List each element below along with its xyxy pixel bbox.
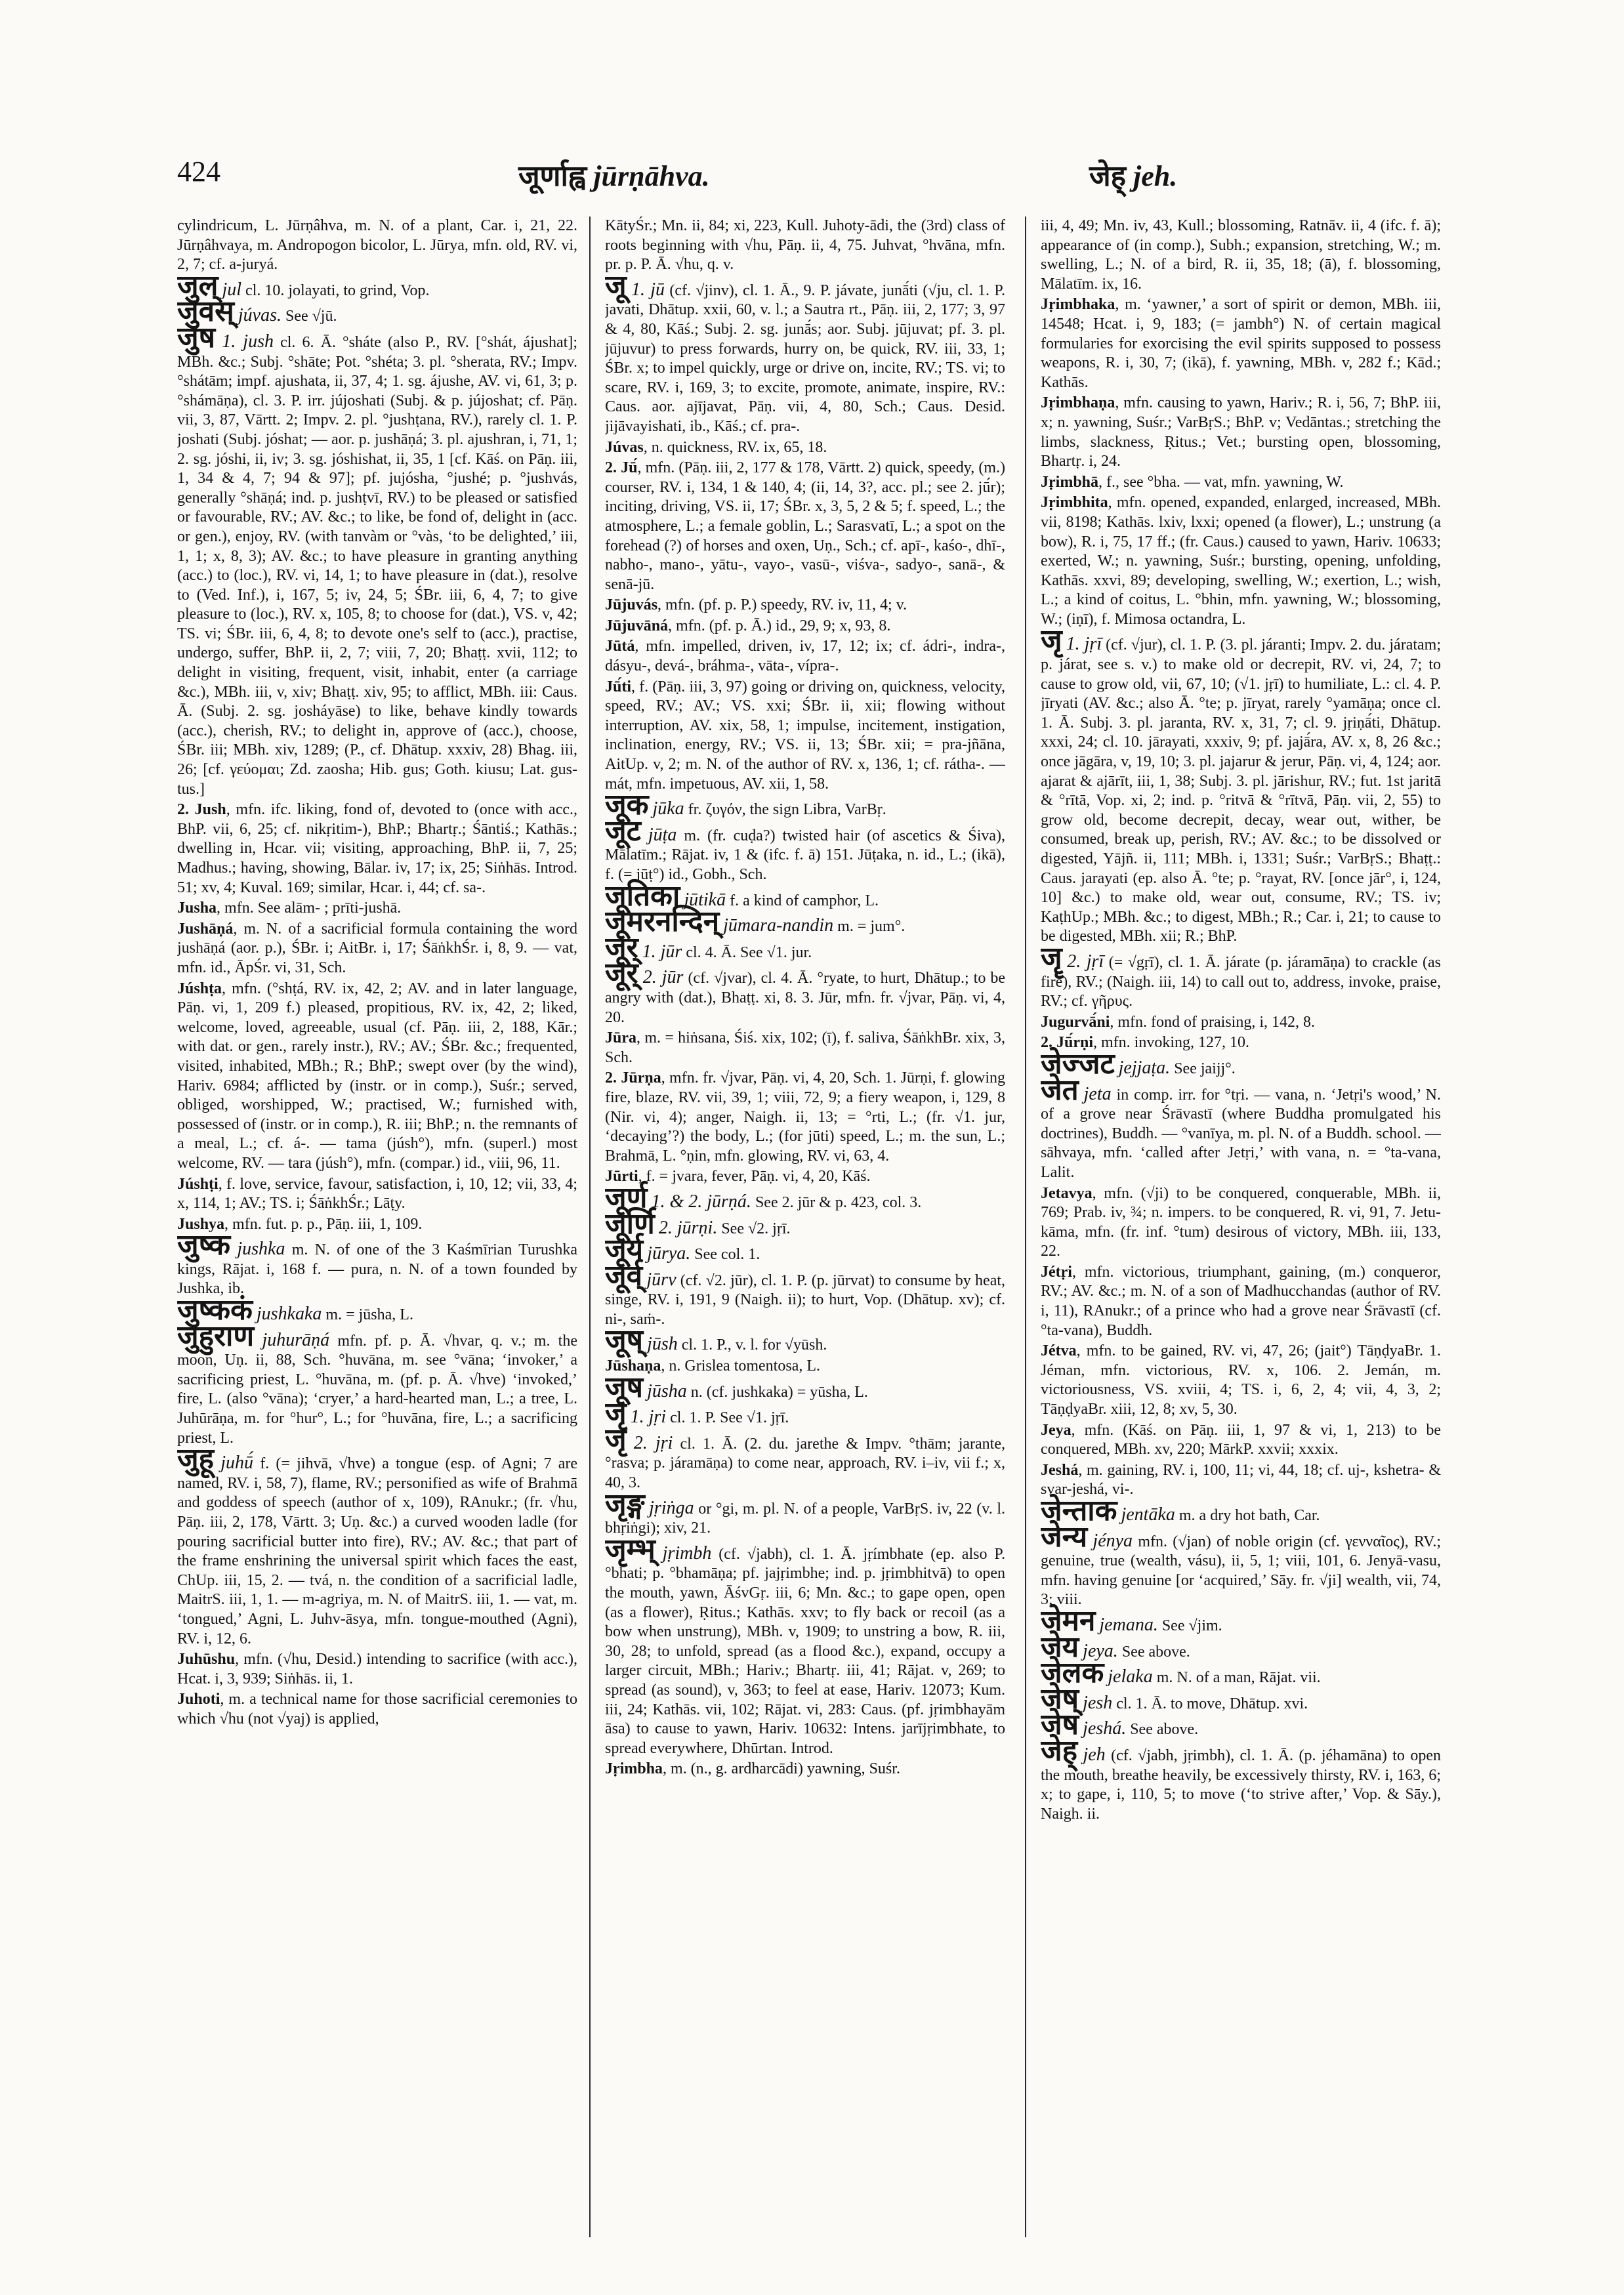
headword: Jṛimbhā xyxy=(1041,473,1099,491)
headword: 2. jṛī xyxy=(1067,951,1104,972)
dictionary-entry xyxy=(605,1487,1005,1539)
headword: Jétṛi xyxy=(1041,1263,1072,1281)
headword: 1. jū xyxy=(631,279,665,300)
dictionary-entry xyxy=(177,268,577,302)
headword-devanagari: जेज्जट xyxy=(1041,1046,1115,1081)
entry-definition: cl. 1. Ā. to move, Dhātup. xvi. xyxy=(1116,1695,1308,1712)
headword: juhurāṇá xyxy=(262,1329,330,1350)
right-head-roman: jeh. xyxy=(1133,160,1178,192)
headword: Jétva xyxy=(1041,1342,1077,1360)
headword-devanagari: जेलक xyxy=(1041,1656,1104,1690)
headword: jentāka xyxy=(1121,1504,1175,1525)
headword: 1. jūr xyxy=(642,941,682,962)
entry-definition: n. quickness, RV. ix, 65, 18. xyxy=(651,438,827,456)
entry-definition: m. (fr. cuḍa?) twisted hair (of ascetics & Śiva), Mālatīm.; Rājat. iv, 1 & (ifc. f. ā) 151. Jūṭaka, n. id., L.; (ikā), f. (= jūṭ°) id., Gobh., Sch. xyxy=(605,827,1005,883)
dictionary-entry xyxy=(605,268,1005,437)
headword: jūtikā xyxy=(684,889,726,910)
left-head-roman: jūrṇāhva. xyxy=(593,160,710,192)
dictionary-entry: 2. Jūrṇa, mfn. fr. √jvar, Pāṇ. vi, 4, 20, Sch. 1. Jūrṇi, f. glowing fire, blaze, RV. vii, 39, 1; viii, 72, 9; a fiery weapon, i, 129, 8 (Nir. vi, 4); anger, Naigh. ii, 13; = °rti, L.; (fr. √1. jur, ‘decaying’?) the body, L.; (for jūti) speed, L.; m. the sun, L.; Brahmā, L. °ṇin, mfn. glowing, RV. vi, 63, 4. xyxy=(605,1069,1005,1165)
dictionary-entry xyxy=(605,217,1005,275)
entry-definition: m. (n., g. ardharcādi) yawning, Suśr. xyxy=(671,1760,900,1778)
entry-definition: mfn. (√hu, Desid.) intending to sacrifice (with acc.), Hcat. i, 3, 939; Siṅhās. ii, 1. xyxy=(177,1651,577,1687)
headword: jemana. xyxy=(1099,1614,1158,1635)
entry-definition: m. = hiṅsana, Śiś. xix, 102; (ī), f. saliva, ŚāṅkhBr. xix, 3, Sch. xyxy=(605,1029,1005,1066)
entry-definition: n. (cf. jushkaka) = yūsha, L. xyxy=(690,1383,868,1401)
entry-definition: cl. 6. Ā. °sháte (also P., RV. [°shát, ájushat]; MBh. &c.; Subj. °shāte; Pot. °shéta; 3. pl. °sherata, RV.; Impv. °shátām; impf. ajushata, ii, 37, 4; 1. sg. ájushe, AV. vi, 61, 3; p. °shámāṇa), cl. 3. P. irr. jújoshati (Subj. & p. jújoshat; cf. Pāṇ. vii, 3, 87, Vārtt. 2; Impv. 2. pl. °jushṭana, RV.), rarely cl. 1. P. joshati (Subj. jóshat; — aor. p. jushāṇá; 3. pl. ajushran, i, 71, 1; 2. sg. jóshi, ii, iv; 3. sg. jóshishat, ii, 35, 1 [cf. Kāś. on Pāṇ. iii, 1, 34 & 4, 7; 94 & 97]; pf. jujósha, °jushé; p. °jushvás, generally °shāṇá; ind. p. jushṭvī, RV.) to be pleased or satisfied or favourable, RV.; AV. &c.; to like, be fond of, delight in (acc. or gen.), enjoy, RV. (with tanvàm or °vàs, ‘to be delighted,’ iii, 1, 1; x, 8, 3); AV. &c.; to have pleasure in granting anything (acc.) to (loc.), RV. vi, 14, 1; to have pleasure in (dat.), resolve to (Ved. Inf.), i, 167, 5; iv, 24, 5; ŚBr. iii, 6, 4, 7; to give pleasure to (loc.), RV. x, 105, 8; to choose for (dat.), VS. v, 42; TS. vi; ŚBr. iii, 6, 4, 8; to devote one's self to (acc.), practise, undergo, suffer, BhP. ii, 2, 7; viii, 7, 20; Bhaṭṭ. xvii, 112; to delight in visiting, frequent, visit, inhabit, enter (a carriage &c.), MBh. iii, v, xiv; Bhaṭṭ. xiv, 95; to afflict, MBh. iii: Caus. Ā. (Subj. 2. sg. josháyāse) to like, behave kindly towards (acc.), cherish, RV.; to delight in, approve of (acc.), choose, ŚBr. iii; MBh. xiv, 1289; (P., cf. Dhātup. xxxiv, 28) Bhag. iii, 26; [cf. γεύομαι; Zd. zaosha; Hib. gus; Goth. kiusu; Lat. gus-tus.] xyxy=(177,333,577,798)
entry-definition: mfn. pf. p. Ā. √hvar, q. v.; m. the moon, Uṇ. ii, 88, Sch. °huvāna, m. see °vāna; ‘invoker,’ a sacrificing priest, L. °huvāna, m. (pf. p. Ā. √hve) ‘invoked,’ fire, L. (also °vāna); ‘cryer,’ a hard-hearted man, L.; a tree, L. Juhūrāṇa, m. for °hur°, L.; for °huvāna, fire, L.; a sacrificing priest, L. xyxy=(177,1332,577,1447)
headword-devanagari: जूर्य xyxy=(605,1233,644,1267)
dictionary-entry xyxy=(1041,1708,1441,1742)
entry-definition: cl. 4. Ā. See √1. jur. xyxy=(686,943,812,961)
entry-definition: mfn. fond of praising, i, 142, 8. xyxy=(1117,1013,1316,1031)
headword: jūrv xyxy=(646,1269,677,1290)
entry-definition: (cf. √jvar), cl. 4. Ā. °ryate, to hurt, Dhātup.; to be angry with (dat.), Bhaṭṭ. xi, 8. 3. Jūr, mfn. fr. √jvar, Pāṇ. vi, 4, 20. xyxy=(605,970,1005,1026)
headword: Juhoti xyxy=(177,1691,220,1708)
entry-definition: (cf. √2. jūr), cl. 1. P. (p. jūrvat) to consume by heat, singe, RV. i, 191, 9 (Naigh. ii); to hurt, Vop. (Dhātup. xv); cf. ni-, saṁ-. xyxy=(605,1272,1005,1328)
dictionary-entry xyxy=(605,1396,1005,1430)
entry-definition: mfn. to be gained, RV. vi, 47, 26; (jait°) TāṇḍyaBr. 1. Jéman, mfn. victorious, RV. x, 106. 2. Jemán, m. victoriousness, VS. xviii, 4; TS. i, 6, 2, 4; vii, 4, 3, 2; TāṇḍyaBr. xiii, 12, 8; xv, 5, 30. xyxy=(1041,1342,1441,1418)
headword-devanagari: जुष्ककं xyxy=(177,1293,253,1327)
dictionary-entry: Jūshaṇa, n. Grislea tomentosa, L. xyxy=(605,1357,821,1375)
dictionary-entry: Jushya, mfn. fut. p. p., Pāṇ. iii, 1, 109. xyxy=(177,1215,423,1233)
headword-devanagari: जुष्क xyxy=(177,1228,231,1262)
entry-definition: mfn. (√ji) to be conquered, conquerable, MBh. ii, 769; Prab. iv, ¾; n. impers. to be conquered, R. vi, 91, 7. Jetu-kāma, mfn. (fr. inf. °tum) desirous of victory, MBh. iii, 133, 22. xyxy=(1041,1184,1441,1260)
headword: 2. Jū́rṇi xyxy=(1041,1034,1094,1052)
entry-definition: See col. 1. xyxy=(694,1246,760,1264)
headword-devanagari: जेय xyxy=(1041,1630,1079,1664)
entry-definition: cylindricum, L. Jūrṇâhva, m. N. of a plant, Car. i, 21, 22. Jūrṇâhvaya, m. Andropogon bicolor, L. Jūrya, mfn. old, RV. vi, 2, 7; cf. a-juryá. xyxy=(177,217,577,274)
column-1 xyxy=(177,217,577,2237)
dictionary-entry: Jétva, mfn. to be gained, RV. vi, 47, 26; (jait°) TāṇḍyaBr. 1. Jéman, mfn. victorious, RV. x, 106. 2. Jemán, m. victoriousness, VS. xviii, 4; TS. i, 6, 2, 4; vii, 4, 3, 2; TāṇḍyaBr. xiii, 12, 8; xv, 5, 30. xyxy=(1041,1342,1441,1418)
entry-definition: cl. 1. Ā. (2. du. jarethe & Impv. °thām; jarante, °rasva; p. járamāṇa) to come near, approach, RV. i–iv, vii f.; x, 40, 3. xyxy=(605,1435,1005,1492)
headword: Jetavya xyxy=(1041,1184,1093,1202)
dictionary-entry xyxy=(605,814,1005,885)
dictionary-entry xyxy=(1041,217,1441,294)
entry-definition: See jaijj°. xyxy=(1174,1060,1236,1077)
dictionary-entry xyxy=(605,1323,1005,1357)
entry-definition: m. gaining, RV. i, 100, 11; vi, 44, 18; cf. uj-, kshetra- & svar-jeshá, vi-. xyxy=(1041,1461,1441,1499)
headword: Jūtá xyxy=(605,638,635,655)
dictionary-entry xyxy=(177,1442,577,1649)
dictionary-entry: Júshṭi, f. love, service, favour, satisfaction, i, 10, 12; vii, 33, 4; x, 114, 1; AV.; TS. i; ŚāṅkhŚr.; Lāṭy. xyxy=(177,1175,577,1212)
column-divider xyxy=(1025,217,1026,2237)
headword-devanagari: जूर्ण xyxy=(605,1180,648,1214)
headword: Jṛimbhaṇa xyxy=(1041,394,1115,412)
dictionary-entry: Jṛimbhaka, m. ‘yawner,’ a sort of spirit or demon, MBh. iii, 14548; Hcat. i, 9, 183; (= jambh°) N. of certain magical formularies for exorcising the evil spirits supposed to possess weapons, R. i, 30, 7; (ikā), f. yawning, MBh. v, 282 f.; Kād.; Kathās. xyxy=(1041,296,1441,391)
headword-devanagari: जूर्णि xyxy=(605,1207,655,1241)
dictionary-entry xyxy=(177,1319,577,1449)
entry-definition: cl. 10. jolayati, to grind, Vop. xyxy=(245,281,430,299)
dictionary-entry: Juhūshu, mfn. (√hu, Desid.) intending to sacrifice (with acc.), Hcat. i, 3, 939; Siṅhās. ii, 1. xyxy=(177,1651,577,1687)
headword: jeshá. xyxy=(1083,1718,1127,1739)
headword-devanagari: जृ xyxy=(605,1422,627,1456)
entry-definition: m. = jum°. xyxy=(837,918,906,936)
dictionary-entry xyxy=(605,1370,1005,1404)
headword-devanagari: जेह् xyxy=(1041,1733,1078,1768)
dictionary-entry: Jétṛi, mfn. victorious, triumphant, gaining, (m.) conqueror, RV.; AV. &c.; m. N. of a son of Madhucchandas (author of RV. i, 11), RAnukr.; of a prince who had a grove near Śrāvastī (cf. °ta-vana), Buddh. xyxy=(1041,1263,1441,1339)
dictionary-entry xyxy=(1041,1733,1441,1824)
headword: Jṛimbhita xyxy=(1041,494,1108,512)
dictionary-entry: Jūjuvāná, mfn. (pf. p. Ā.) id., 29, 9; x, 93, 8. xyxy=(605,617,891,634)
headword: 2. Jū́ xyxy=(605,459,638,477)
headword-devanagari: जूतिका xyxy=(605,879,680,913)
headword: Jūjuvás xyxy=(605,596,658,614)
headword: jūmara-nandin xyxy=(723,915,834,936)
headword: Juhūshu xyxy=(177,1651,236,1668)
headword-devanagari: जृङ्ग xyxy=(605,1487,645,1521)
entry-definition: mfn. fut. p. p., Pāṇ. iii, 1, 109. xyxy=(232,1215,423,1233)
dictionary-entry: Jūrti, f. = jvara, fever, Pāṇ. vi, 4, 20, Kāś. xyxy=(605,1168,871,1186)
headword: jūrya. xyxy=(647,1243,691,1264)
dictionary-entry xyxy=(605,957,1005,1027)
headword: jṛimbh xyxy=(662,1542,712,1563)
headword: jejjaṭa. xyxy=(1118,1057,1171,1078)
entry-definition: m. a dry hot bath, Car. xyxy=(1178,1507,1320,1524)
dictionary-entry xyxy=(605,1233,1005,1267)
headword: jṛiṅga xyxy=(649,1497,694,1518)
headword: jūsha xyxy=(647,1380,687,1401)
entry-definition: m. N. of one of the 3 Kaśmīrian Turushka kings, Rājat. i, 168 f. — pura, n. N. of a town founded by Jushka, ib. xyxy=(177,1241,577,1298)
headword: Jūshaṇa xyxy=(605,1357,661,1375)
entry-definition: cl. 1. P. See √1. jṛī. xyxy=(670,1409,789,1427)
headword-devanagari: जुहू xyxy=(177,1442,215,1476)
entry-definition: f. a kind of camphor, L. xyxy=(730,892,879,909)
headword: 1. jush xyxy=(222,331,274,352)
headword: 1. jṛi xyxy=(630,1407,667,1428)
headword: 1. & 2. jūrṇá. xyxy=(651,1191,751,1212)
dictionary-entry xyxy=(1041,940,1441,1012)
headword: Jṛimbhaka xyxy=(1041,296,1115,314)
entry-definition: f. (Pāṇ. iii, 3, 97) going or driving on, quickness, velocity, speed, RV.; AV.; VS. xxi; ŚBr. ii, xii; flowing without interruption, AV. xix, 58, 1; impulse, incitement, instigation, inclination, energy, RV.; VS. ii, 13; ŚBr. xii; = pra-jñāna, AitUp. v, 2; m. N. of the author of RV. x, 136, 1; cf. rátha-. — mát, mfn. impetuous, AV. xii, 1, 58. xyxy=(605,678,1005,793)
entry-definition: See above. xyxy=(1130,1721,1199,1739)
dictionary-entry xyxy=(1041,1682,1441,1716)
headword: Júshṭi xyxy=(177,1175,219,1193)
headword: jul xyxy=(222,279,242,300)
column-2 xyxy=(605,217,1005,2237)
entry-definition: (cf. √jur), cl. 1. P. (3. pl. járanti; Impv. 2. du. járatam; p. járat, see s. v.) to make old or decrepit, RV. vi, 24, 7; to cause to grow old, vii, 67, 10; (√1. jṛī) to humiliate, L.: cl. 4. P. jīryati (AV. &c.; also Ā. °te; p. jīryat, rarely °yamāṇa; once cl. 1. Ā. Subj. 3. pl. jaranta, RV. x, 31, 7; cl. 9. jṛiṇā́ti, Dhātup. xxxi, 24; cl. 10. jārayati, xxxiv, 9; pf. jajā́ra, AV. x, 8, 26 &c.; once jāgāra, v, 19, 10; 3. pl. jajarur & jerur, Pāṇ. vi, 4, 124; aor. ajarat & ajārīt, iii, 1, 38; Subj. 3. pl. jārishur, RV.; fut. 1st jaritā & °rītā, Vop. xi, 2; ind. p. °ritvā & °rītvā, Pāṇ. vii, 2, 55) to grow old, become decrepit, decay, wear out, wither, be consumed, break up, perish, RV.; AV. &c.; to be dissolved or digested, Yājñ. ii, 111; MBh. i, 1331; Suśr.; VarBṛS.; Bhaṭṭ.: Caus. jarayati (ep. also Ā. °te; p. °rayat, RV. [once jār°, i, 124, 10] &c.) to make old, wear out, consume, RV.; TS. iv; KaṭhUp.; MBh. &c.; to digest, MBh.; R.; Car. i, 21; to cause to be digested, MBh. xii; R.; BhP. xyxy=(1041,636,1441,945)
headword: Jushāṇá xyxy=(177,920,234,938)
entry-definition: m. N. of a sacrificial formula containing the word jushāṇá (aor. p.), ŚBr. i; AitBr. i, 17; ŚāṅkhŚr. i, 8, 9. — vat, mfn. id., ĀpŚr. vi, 31, Sch. xyxy=(177,920,577,976)
entry-definition: m. = jūsha, L. xyxy=(325,1306,413,1324)
entry-definition: f. = jvara, fever, Pāṇ. vi, 4, 20, Kāś. xyxy=(646,1168,871,1186)
left-running-head xyxy=(518,155,710,194)
dictionary-entry: Júvas, n. quickness, RV. ix, 65, 18. xyxy=(605,438,827,456)
headword-devanagari: जृ xyxy=(1041,623,1062,657)
headword: júvas. xyxy=(238,305,281,326)
headword-devanagari: जूक xyxy=(605,788,649,822)
headword: 2. jūr xyxy=(642,967,684,988)
headword: Jū́ti xyxy=(605,678,632,695)
headword-devanagari: जेन्य xyxy=(1041,1520,1088,1554)
headword: Jūra xyxy=(605,1029,636,1047)
entry-definition: See √jim. xyxy=(1161,1617,1222,1634)
headword: Jusha xyxy=(177,899,217,917)
headword: juhū́ xyxy=(220,1453,253,1474)
dictionary-entry: Jūjuvás, mfn. (pf. p. P.) speedy, RV. iv, 11, 4; v. xyxy=(605,596,907,614)
dictionary-entry xyxy=(605,905,1005,939)
entry-definition: m. a technical name for those sacrificial ceremonies to which √hu (not √yaj) is applied, xyxy=(177,1691,577,1727)
entry-definition: iii, 4, 49; Mn. iv, 43, Kull.; blossoming, Ratnāv. ii, 4 (ifc. f. ā); appearance of (in comp.), Subh.; expansion, stretching, W.; m. swelling, L.; N. of a bird, R. ii, 35, 18; (ā), f. blossoming, Mālatīm. ix, 16. xyxy=(1041,217,1441,293)
entry-definition: mfn. ifc. liking, fond of, devoted to (once with acc., BhP. vii, 6, 25; cf. nikṛitim-), BhP.; Bhartṛ.; Śāntiś.; Kathās.; dwelling in, Hcar. vii; visiting, approaching, BhP. ii, 7, 25; Madhus.; having, showing, Bālar. iv, 17; ix, 25; Siṅhās. Introd. 51; xv, 4; Kuval. 169; similar, Hcar. i, 44; cf. sa-. xyxy=(177,801,577,896)
left-head-devanagari: जूर्णाह्व xyxy=(518,159,587,193)
entry-definition: mfn. impelled, driven, iv, 17, 12; ix; cf. ádri-, indra-, dásyu-, devá-, bráhma-, vāta-, vípra-. xyxy=(605,638,1005,675)
dictionary-entry: Jeshá, m. gaining, RV. i, 100, 11; vi, 44, 18; cf. uj-, kshetra- & svar-jeshá, vi-. xyxy=(1041,1461,1441,1499)
entry-definition: mfn. fr. √jvar, Pāṇ. vi, 4, 20, Sch. 1. Jūrṇi, f. glowing fire, blaze, RV. vii, 39, 1; viii, 72, 9; a fiery weapon, i, 129, 8 (Nir. vi, 4); anger, Naigh. ii, 13; = °rti, L.; (fr. √1. jur, ‘decaying’?) the body, L.; (for jūti) speed, L.; m. the sun, L.; Brahmā, L. °ṇin, mfn. glowing, RV. vi, 63, 4. xyxy=(605,1069,1005,1165)
entry-definition: mfn. causing to yawn, Hariv.; R. i, 56, 7; BhP. iii, x; n. yawning, Suśr.; VarBṛS.; BhP. v; Vedāntas.; stretching the limbs, slackness, Ṛitus.; Vet.; bursting open, blossoming, Bhartṛ. i, 24. xyxy=(1041,394,1441,470)
dictionary-entry: Jṛimbhā, f., see °bha. — vat, mfn. yawning, W. xyxy=(1041,473,1344,491)
entry-definition: f., see °bha. — vat, mfn. yawning, W. xyxy=(1106,473,1344,491)
dictionary-entry: Jusha, mfn. See alām- ; prīti-jushā. xyxy=(177,899,402,917)
headword-devanagari: जेष् xyxy=(1041,1682,1079,1716)
headword: 2. jūrṇi. xyxy=(658,1217,718,1238)
entry-definition: n. Grislea tomentosa, L. xyxy=(669,1357,821,1375)
dictionary-entry xyxy=(1041,623,1441,947)
entry-definition: mfn. See alām- ; prīti-jushā. xyxy=(224,899,402,917)
dictionary-entry xyxy=(1041,1656,1441,1690)
headword: jesh xyxy=(1083,1692,1113,1713)
entry-definition: KātyŚr.; Mn. ii, 84; xi, 223, Kull. Juhoty-ādi, the (3rd) class of roots beginning with √hu, Pāṇ. ii, 4, 75. Juhvat, °hvāna, mfn. pr. p. P. Ā. √hu, q. v. xyxy=(605,217,1005,274)
headword: jeh xyxy=(1083,1744,1106,1765)
page-header xyxy=(177,150,1463,196)
entry-definition: mfn. (√jan) of noble origin (cf. γενναῖος), RV.; genuine, true (wealth, vásu), ii, 5, 1; viii, 101, 6. Jenyā-vasu, mfn. having genuine [or ‘acquired,’ Sāy. fr. √ji] wealth, vii, 74, 3; viii. xyxy=(1041,1533,1441,1609)
entry-definition: mfn. opened, expanded, enlarged, increased, MBh. vii, 8198; Kathās. lxiv, lxxi; opened (a flower), L.; unstrung (a bow), R. i, 75, 17 ff.; (fr. Caus.) caused to yawn, Hariv. 10633; exerted, W.; n. yawning, Suśr.; bursting, opening, unfolding, Kathās. xxvi, 89; developing, swelling, W.; exertion, L.; wish, L.; a kind of coitus, L. °bhin, mfn. yawning, W.; blossoming, W.; (iṇī), f. Mimosa octandra, L. xyxy=(1041,494,1441,628)
dictionary-entry: 2. Jū́rṇi, mfn. invoking, 127, 10. xyxy=(1041,1034,1250,1052)
headword-devanagari: जूर् xyxy=(605,957,638,991)
headword: Jeya xyxy=(1041,1421,1072,1439)
entry-definition: mfn. (pf. p. P.) speedy, RV. iv, 11, 4; v. xyxy=(665,596,907,614)
headword-devanagari: जृ xyxy=(605,1396,627,1430)
entry-definition: (cf. √jabh), cl. 1. Ā. jṛímbhate (ep. also P. °bhati; p. °bhamāṇa; pf. jajṛimbhe; ind. p. jṛimbhitvā) to open the mouth, yawn, ĀśvGṛ. iii, 6; Mn. &c.; to gape open, open (as a flower), Ṛitus.; Kathās. xxv; to fly back or recoil (as a bow when unstrung), MBh. v, 1909; to unstring a bow, R. iii, 30, 28; to unfold, spread (as a flood &c.), expand, occupy a larger circuit, MBh.; Hariv.; Bhartṛ. iii, 41; Rājat. v, 269; to spread (as sound), v, 363; to feel at ease, Hariv. 12073; Kum. iii, 24; Kathās. vii, 102; Rājat. vi, 283: Caus. (pf. jṛimbhayām āsa) to cause to yawn, Hariv. 10632: Intens. jarījṛimbhate, to spread everywhere, Dhūrtan. Introd. xyxy=(605,1545,1005,1757)
dictionary-entry xyxy=(605,1258,1005,1330)
headword: 2. Jūrṇa xyxy=(605,1069,661,1087)
headword-devanagari: जॄ xyxy=(1041,940,1062,974)
dictionary-entry: Juhoti, m. a technical name for those sacrificial ceremonies to which √hu (not √yaj) is applied, xyxy=(177,1691,577,1727)
headword: Júshṭa xyxy=(177,980,222,997)
right-running-head xyxy=(1089,155,1177,194)
entry-definition: mfn. (Pāṇ. iii, 2, 177 & 178, Vārtt. 2) quick, speedy, (m.) courser, RV. i, 134, 1 & 140, 4; (ii, 14, 3?, acc. pl.; see 2. jū́r); inciting, driving, VS. ii, 17; ŚBr. x, 3, 5, 2 & 5; f. speed, L.; the atmosphere, L.; a female goblin, L.; Sarasvatī, L.; a spot on the forehead (?) of horses and oxen, Uṇ., Sch.; cf. apī-, kaśo-, dhī-, nabho-, mano-, yātu-, vayo-, vasū-, viśva-, sadyo-, sanā-, & senā-jū. xyxy=(605,459,1005,593)
headword: Jṛimbha xyxy=(605,1760,663,1778)
entry-definition: f. (= jihvā, √hve) a tongue (esp. of Agni; 7 are named, RV. i, 58, 7), flame, RV.; personified as wife of Brahmā and goddess of speech (author of x, 109), RAnukr.; (fr. √hu, Pāṇ. iii, 2, 178, Vārtt. 3; Uṇ. &c.) a curved wooden ladle (for pouring sacrificial butter into fire), RV.; AV. &c.; that part of the frame enshrining the universal spirit which faces the east, ChUp. iii, 15, 2. — tvá, n. the condition of a sacrificial ladle, MaitrS. iii, 1, 1. — m-agriya, m. N. of MaitrS. iii, 1. — vat, m. ‘tongued,’ Agni, L. Juhv-āsya, mfn. tongue-mouthed (Agni), RV. i, 12, 6. xyxy=(177,1455,577,1647)
dictionary-entry xyxy=(177,217,577,275)
entry-definition: cl. 1. P., v. l. for √yūsh. xyxy=(681,1336,827,1354)
dictionary-entry: Jṛimbha, m. (n., g. ardharcādi) yawning, Suśr. xyxy=(605,1760,900,1778)
headword: jushkaka xyxy=(256,1304,322,1325)
entry-definition: See √jū. xyxy=(285,308,337,325)
dictionary-entry: Jūra, m. = hiṅsana, Śiś. xix, 102; (ī), f. saliva, ŚāṅkhBr. xix, 3, Sch. xyxy=(605,1029,1005,1066)
dictionary-entry xyxy=(1041,1073,1441,1183)
dictionary-entry: 2. Jū́, mfn. (Pāṇ. iii, 2, 177 & 178, Vārtt. 2) quick, speedy, (m.) courser, RV. i, 134, 1 & 140, 4; (ii, 14, 3?, acc. pl.; see 2. jū́r); inciting, driving, VS. ii, 17; ŚBr. x, 3, 5, 2 & 5; f. speed, L.; the atmosphere, L.; a female goblin, L.; Sarasvatī, L.; a spot on the forehead (?) of horses and oxen, Uṇ., Sch.; cf. apī-, kaśo-, dhī-, nabho-, mano-, yātu-, vayo-, vasū-, viśva-, sadyo-, sanā-, & senā-jū. xyxy=(605,459,1005,593)
dictionary-entry xyxy=(1041,1520,1441,1610)
headword: jūṭa xyxy=(648,824,677,845)
headword-devanagari: जुवस् xyxy=(177,295,234,329)
entry-definition: See √2. jṛī. xyxy=(721,1220,791,1237)
entry-definition: mfn. (pf. p. Ā.) id., 29, 9; x, 93, 8. xyxy=(676,617,891,634)
headword-devanagari: जू xyxy=(605,268,627,302)
page-number: 424 xyxy=(177,155,220,188)
headword: jeya. xyxy=(1083,1640,1118,1661)
dictionary-entry xyxy=(1041,1603,1441,1638)
entry-definition: f. love, service, favour, satisfaction, i, 10, 12; vii, 33, 4; x, 114, 1; AV.; TS. i; ŚāṅkhŚr.; Lāṭy. xyxy=(177,1175,577,1212)
headword: Jugurvā́ni xyxy=(1041,1013,1110,1031)
dictionary-entry: Jṛimbhaṇa, mfn. causing to yawn, Hariv.; R. i, 56, 7; BhP. iii, x; n. yawning, Suśr.; VarBṛS.; BhP. v; Vedāntas.; stretching the limbs, slackness, Ṛitus.; Vet.; bursting open, blossoming, Bhartṛ. i, 24. xyxy=(1041,394,1441,470)
headword: jeta xyxy=(1083,1083,1112,1104)
dictionary-entry xyxy=(1041,1046,1441,1081)
dictionary-entry xyxy=(605,1180,1005,1214)
dictionary-entry: Jushāṇá, m. N. of a sacrificial formula containing the word jushāṇá (aor. p.), ŚBr. i; AitBr. i, 17; ŚāṅkhŚr. i, 8, 9. — vat, mfn. id., ĀpŚr. vi, 31, Sch. xyxy=(177,920,577,976)
column-divider xyxy=(589,217,591,2237)
dictionary-entry xyxy=(605,930,1005,964)
dictionary-entry xyxy=(605,1532,1005,1759)
dictionary-entry xyxy=(177,1228,577,1299)
entry-definition: See above. xyxy=(1121,1643,1190,1661)
column-3 xyxy=(1041,217,1441,2237)
dictionary-entry xyxy=(1041,1494,1441,1527)
headword-devanagari: जूष् xyxy=(605,1323,644,1357)
headword: 2. Jush xyxy=(177,801,226,819)
headword: Júvas xyxy=(605,438,644,456)
entry-definition: mfn. victorious, triumphant, gaining, (m.) conqueror, RV.; AV. &c.; m. N. of a son of Madhucchandas (author of RV. i, 11), RAnukr.; of a prince who had a grove near Śrāvastī (cf. °ta-vana), Buddh. xyxy=(1041,1263,1441,1339)
entry-definition: in comp. irr. for °tṛi. — vana, n. ‘Jetṛi's wood,’ N. of a grove near Śrāvastī (where Buddha promulgated his doctrines), Buddh. — °vanīya, m. pl. N. of a Buddh. school. — sāhvaya, mfn. ‘called after Jetṛi,’ with vana, n. = °ta-vana, Lalit. xyxy=(1041,1086,1441,1181)
dictionary-entry xyxy=(177,295,577,329)
headword: jushka xyxy=(237,1239,285,1260)
headword: jūsh xyxy=(647,1334,678,1355)
headword: Jeshá xyxy=(1041,1461,1079,1479)
entry-definition: (cf. √jinv), cl. 1. Ā., 9. P. jávate, junā́ti (√ju, cl. 1. P. javati, Dhātup. xxii, 60, v. l.; a Sautra rt., Pāṇ. iii, 2, 177; 3, 97 & 4, 80, Kāś.; Subj. 2. sg. junā́s; aor. Subj. jūjuvat; pf. 3. pl. jūjuvur) to press forwards, hurry on, be quick, RV. iii, 33, 1; ŚBr. x; to impel quickly, urge or drive on, incite, RV.; TS. vi; to scare, RV. i, 169, 3; to excite, promote, animate, inspire, RV.: Caus. aor. ajījavat, Pāṇ. vii, 4, 80, Sch.; Caus. Desid. jijāvayishati, ib., Kāś.; cf. pra-. xyxy=(605,281,1005,435)
headword: Jūjuvāná xyxy=(605,617,669,634)
dictionary-entry: Jūtá, mfn. impelled, driven, iv, 17, 12; ix; cf. ádri-, indra-, dásyu-, devá-, bráhma-, vāta-, vípra-. xyxy=(605,638,1005,675)
headword: Jūrti xyxy=(605,1168,638,1186)
headword-devanagari: जुष xyxy=(177,320,216,354)
entry-definition: mfn. invoking, 127, 10. xyxy=(1101,1034,1250,1052)
text-columns xyxy=(177,217,1463,2237)
headword-devanagari: जेमन xyxy=(1041,1603,1096,1638)
headword: jūka xyxy=(652,798,684,819)
entry-definition: m. ‘yawner,’ a sort of spirit or demon, MBh. iii, 14548; Hcat. i, 9, 183; (= jambh°) N. of certain magical formularies for exorcising the evil spirits supposed to possess weapons, R. i, 30, 7; (ikā), f. yawning, MBh. v, 282 f.; Kād.; Kathās. xyxy=(1041,296,1441,391)
dictionary-entry xyxy=(177,320,577,799)
entry-definition: (= √gṛī), cl. 1. Ā. járate (p. járamāṇa) to crackle (as fire), RV.; (Naigh. iii, 14) to call out to, address, invoke, praise, RV.; cf. γῆρυς. xyxy=(1041,953,1441,1010)
headword-devanagari: जूर् xyxy=(605,930,638,964)
dictionary-entry: Jū́ti, f. (Pāṇ. iii, 3, 97) going or driving on, quickness, velocity, speed, RV.; AV.; VS. xxi; ŚBr. ii, xii; flowing without interruption, AV. xix, 58, 1; impulse, incitement, instigation, inclination, energy, RV.; VS. ii, 13; ŚBr. xii; = pra-jñāna, AitUp. v, 2; m. N. of the author of RV. x, 136, 1; cf. rátha-. — mát, mfn. impetuous, AV. xii, 1, 58. xyxy=(605,678,1005,793)
dictionary-entry xyxy=(605,1207,1005,1241)
dictionary-entry: Jeya, mfn. (Kāś. on Pāṇ. iii, 1, 97 & vi, 1, 213) to be conquered, MBh. xv, 220; MārkP. xxvii; xxxix. xyxy=(1041,1421,1441,1458)
dictionary-entry xyxy=(605,1422,1005,1493)
entry-definition: m. N. of a man, Rājat. vii. xyxy=(1156,1669,1321,1687)
entry-definition: (cf. √jabh, jṛimbh), cl. 1. Ā. (p. jéhamāna) to open the mouth, breathe heavily, be excessively thirsty, RV. i, 163, 6; x; to gape, i, 110, 5; to move (‘to strive after,’ Vop. & Sāy.), Naigh. ii. xyxy=(1041,1747,1441,1823)
headword-devanagari: जूट xyxy=(605,814,641,848)
headword: jelaka xyxy=(1108,1666,1153,1687)
dictionary-entry: Jetavya, mfn. (√ji) to be conquered, conquerable, MBh. ii, 769; Prab. iv, ¾; n. impers. to be conquered, R. vi, 91, 7. Jetu-kāma, mfn. (fr. inf. °tum) desirous of victory, MBh. iii, 133, 22. xyxy=(1041,1184,1441,1260)
headword-devanagari: जेत xyxy=(1041,1073,1079,1107)
headword-devanagari: जेन्ताक xyxy=(1041,1494,1117,1527)
headword: 1. jṛī xyxy=(1066,634,1102,655)
headword: Jushya xyxy=(177,1215,225,1233)
dictionary-entry: Jugurvā́ni, mfn. fond of praising, i, 142, 8. xyxy=(1041,1013,1316,1031)
headword-devanagari: जुल् xyxy=(177,268,219,302)
entry-definition: fr. ζυγόν, the sign Libra, VarBṛ. xyxy=(688,801,886,819)
dictionary-entry: Júshṭa, mfn. (°shṭá, RV. ix, 42, 2; AV. and in later language, Pāṇ. vi, 1, 209 f.) pleased, propitious, RV. ix, 42, 2; liked, welcome, loved, agreeable, usual (cf. Pāṇ. iii, 2, 188, Kār.; with dat. or gen., rarely instr.), RV.; AV.; ŚBr. &c.; frequented, visited, inhabited, MBh.; R.; BhP.; swept over (by the wind), Hariv. 6984; afflicted by (instr. or in comp.), Suśr.; served, obliged, worshipped, W.; practised, W.; furnished with, possessed of (instr. or in comp.), R. iii; BhP.; n. the remnants of a meal, L.; cf. á-. — tama (júsh°), mfn. (superl.) most welcome, RV. — tara (júsh°), mfn. (compar.) id., viii, 96, 11. xyxy=(177,980,577,1172)
dictionary-entry xyxy=(605,788,1005,822)
right-head-devanagari: जेह् xyxy=(1089,159,1127,193)
dictionary-entry: 2. Jush, mfn. ifc. liking, fond of, devoted to (once with acc., BhP. vii, 6, 25; cf. nikṛitim-), BhP.; Bhartṛ.; Śāntiś.; Kathās.; dwelling in, Hcar. vii; visiting, approaching, BhP. ii, 7, 25; Madhus.; having, showing, Bālar. iv, 17; ix, 25; Siṅhās. Introd. 51; xv, 4; Kuval. 169; similar, Hcar. i, 44; cf. sa-. xyxy=(177,801,577,896)
entry-definition: See 2. jūr & p. 423, col. 3. xyxy=(755,1193,922,1211)
headword: jénya xyxy=(1093,1530,1133,1551)
entry-definition: mfn. (Kāś. on Pāṇ. iii, 1, 97 & vi, 1, 213) to be conquered, MBh. xv, 220; MārkP. xxvii; xxxix. xyxy=(1041,1421,1441,1458)
entry-definition: mfn. (°shṭá, RV. ix, 42, 2; AV. and in later language, Pāṇ. vi, 1, 209 f.) pleased, propitious, RV. ix, 42, 2; liked, welcome, loved, agreeable, usual (cf. Pāṇ. iii, 2, 188, Kār.; with dat. or gen., rarely instr.), RV.; AV.; ŚBr. &c.; frequented, visited, inhabited, MBh.; R.; BhP.; swept over (by the wind), Hariv. 6984; afflicted by (instr. or in comp.), Suśr.; served, obliged, worshipped, W.; practised, W.; furnished with, possessed of (instr. or in comp.), R. iii; BhP.; n. the remnants of a meal, L.; cf. á-. — tama (júsh°), mfn. (superl.) most welcome, RV. — tara (júsh°), mfn. (compar.) id., viii, 96, 11. xyxy=(177,980,577,1172)
entry-definition: or °gi, m. pl. N. of a people, VarBṛS. iv, 22 (v. l. bhṛiṅgi); xiv, 21. xyxy=(605,1500,1005,1537)
headword-devanagari: जुहुराण xyxy=(177,1319,255,1353)
headword-devanagari: जूमरनन्दिन् xyxy=(605,905,720,939)
headword-devanagari: जूष xyxy=(605,1370,644,1404)
headword-devanagari: जृम्भ् xyxy=(605,1532,656,1566)
dictionary-entry: Jṛimbhita, mfn. opened, expanded, enlarged, increased, MBh. vii, 8198; Kathās. lxiv, lxxi; opened (a flower), L.; unstrung (a bow), R. i, 75, 17 ff.; (fr. Caus.) caused to yawn, Hariv. 10633; exerted, W.; n. yawning, Suśr.; bursting, opening, unfolding, Kathās. xxvi, 89; developing, swelling, W.; exertion, L.; wish, L.; a kind of coitus, L. °bhin, mfn. yawning, W.; blossoming, W.; (iṇī), f. Mimosa octandra, L. xyxy=(1041,494,1441,628)
headword-devanagari: जेष xyxy=(1041,1708,1079,1742)
headword-devanagari: जूर्व् xyxy=(605,1258,643,1292)
headword: 2. jṛi xyxy=(633,1432,673,1453)
